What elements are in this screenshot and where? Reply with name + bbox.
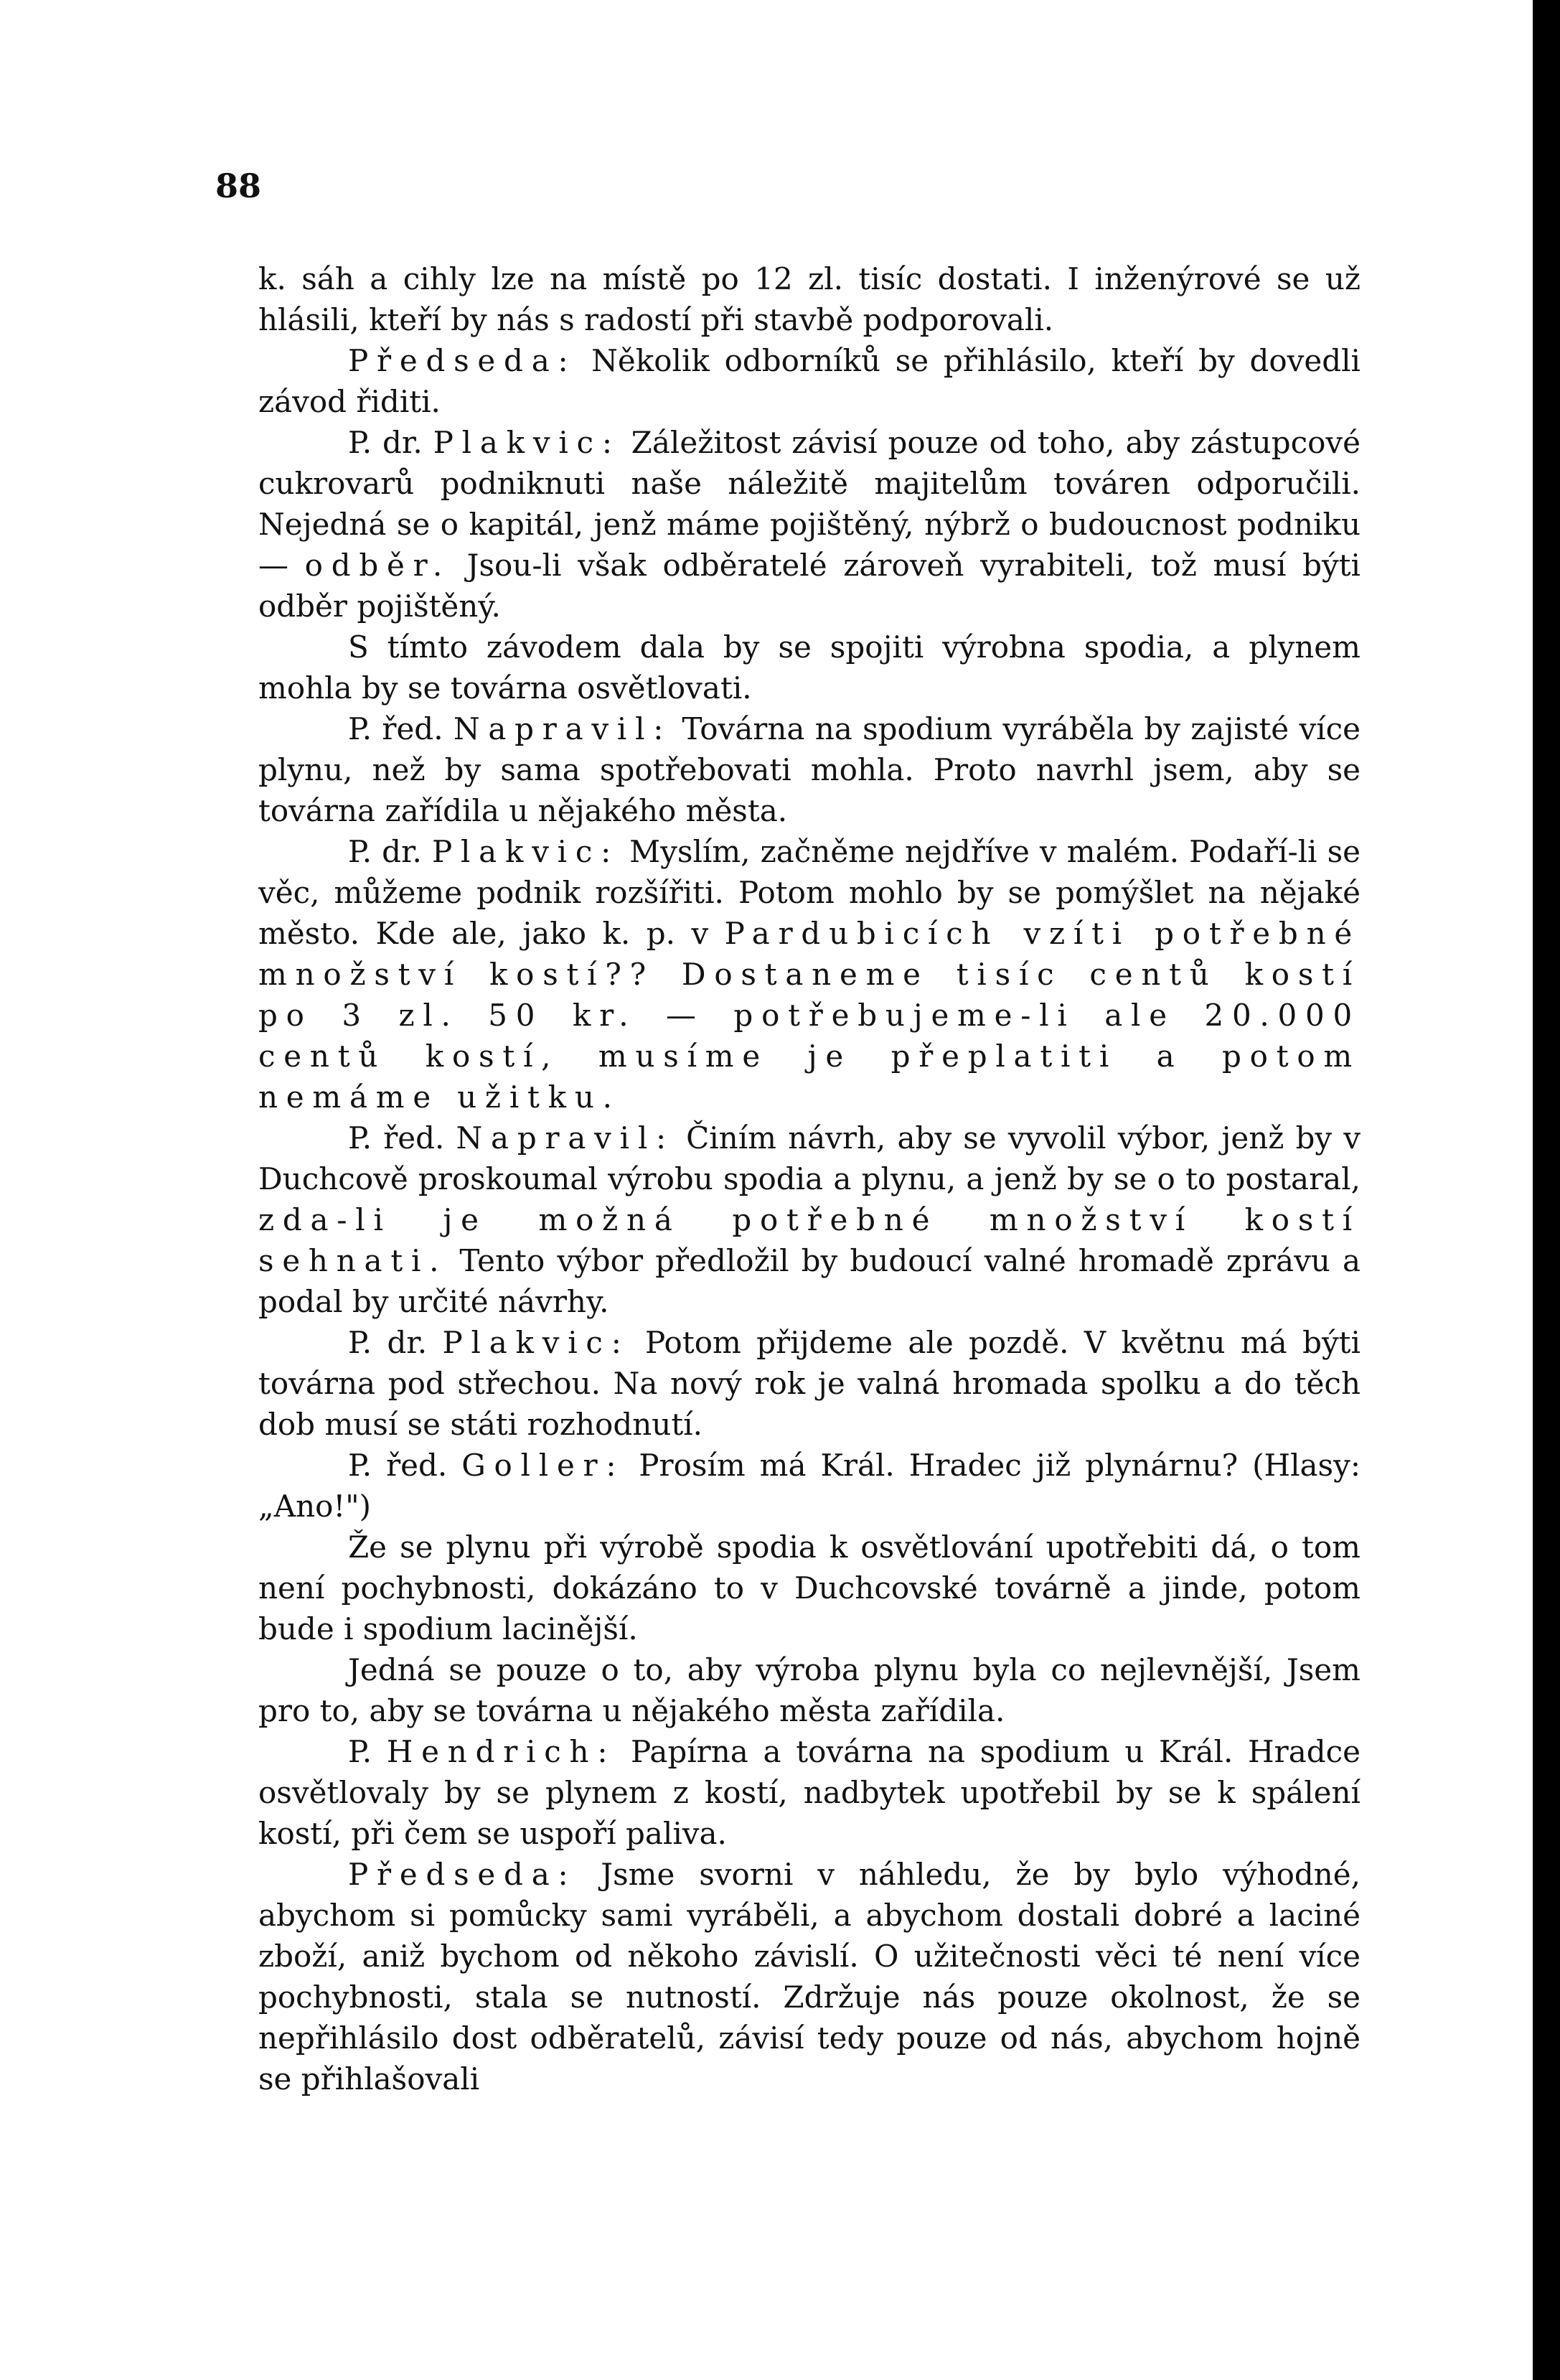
text-run: Jsme svorni v náhledu, že by bylo výhodné, abychom si pomůcky sami vyráběli, a abychom dostali dobré a laciné zboží, aniž bychom od někoho závislí. O užitečnosti věci té není více pochybnosti, stala se nutností. Zdržuje nás pouze okolnost, že se nepřihlásilo dost odběratelů, závisí tedy pouze od nás, abychom hojně se přihlašovali bbox=[258, 1857, 1361, 2096]
text-run: Několik odborníků se přihlásilo, kteří by dovedli závod řiditi. bbox=[258, 343, 1361, 419]
spaced-emphasis: Pardubicích vzíti potřebné množství kostí?? Dostaneme tisíc centů kostí po 3 zl. 50 kr. — potřebujeme-li ale 20.000 centů kostí, musíme je přeplatiti a potom nemáme užitku. bbox=[258, 916, 1361, 1115]
spaced-emphasis: odběr. bbox=[304, 548, 451, 583]
text-run: Myslím, začněme nejdříve v malém. Podaří-li se věc, můžeme podnik rozšířiti. Potom mohlo by se pomýšlet na nějaké město. Kde ale, jako k. p. v bbox=[258, 834, 1361, 951]
text-run: P. řed. bbox=[348, 1448, 462, 1483]
text-run: P. bbox=[348, 1734, 387, 1769]
paragraph bbox=[258, 422, 1361, 627]
paragraph bbox=[258, 258, 1361, 340]
page-number: 88 bbox=[215, 167, 262, 205]
paragraph bbox=[258, 1527, 1361, 1649]
body-text bbox=[258, 258, 1361, 2099]
spaced-emphasis: Hendrich: bbox=[386, 1734, 616, 1769]
scan-border bbox=[1533, 0, 1560, 2380]
spaced-emphasis: Napravil: bbox=[456, 1120, 675, 1156]
text-run: Záležitost závisí pouze od toho, aby zástupcové cukrovarů podniknuti naše náležitě majitelům továren odporučili. Nejedná se o kapitál, jenž máme pojištěný, nýbrž o budoucnost podniku — bbox=[258, 425, 1361, 583]
text-run: P. dr. bbox=[348, 425, 433, 460]
spaced-emphasis: Plakvic: bbox=[431, 834, 620, 869]
text-run: Tento výbor předložil by budoucí valné hromadě zprávu a podal by určité návrhy. bbox=[258, 1243, 1361, 1319]
spaced-emphasis: Předseda: bbox=[348, 343, 577, 378]
text-run: Že se plynu při výrobě spodia k osvětlování upotřebiti dá, o tom není pochybnosti, dokázáno to v Duchcovské továrně a jinde, potom bude i spodium lacinější. bbox=[258, 1529, 1361, 1646]
text-run: Jsou-li však odběratelé zároveň vyrabiteli, tož musí býti odběr pojištěný. bbox=[258, 548, 1361, 624]
text-run: P. řed. bbox=[348, 1120, 456, 1156]
paragraph bbox=[258, 340, 1361, 422]
paragraph bbox=[258, 1322, 1361, 1445]
text-run: Potom přijdeme ale pozdě. V květnu má býti továrna pod střechou. Na nový rok je valná hromada spolku a do těch dob musí se státi rozhodnutí. bbox=[258, 1325, 1361, 1442]
spaced-emphasis: Goller: bbox=[461, 1448, 625, 1483]
paragraph bbox=[258, 1649, 1361, 1731]
spaced-emphasis: Plakvic: bbox=[433, 425, 621, 460]
text-run: Prosím má Král. Hradec již plynárnu? (Hlasy: „Ano!") bbox=[258, 1448, 1361, 1524]
spaced-emphasis: zda-li je možná potřebné množství kostí sehnati. bbox=[258, 1202, 1361, 1278]
text-run: Činím návrh, aby se vyvolil výbor, jenž by v Duchcově proskoumal výrobu spodia a plynu, a jenž by se o to postaral, bbox=[258, 1120, 1361, 1196]
text-run: Papírna a továrna na spodium u Král. Hradce osvětlovaly by se plynem z kostí, nadbytek upotřebil by se k spálení kostí, při čem se uspoří paliva. bbox=[258, 1734, 1361, 1851]
paragraph bbox=[258, 627, 1361, 708]
spaced-emphasis: Napravil: bbox=[453, 711, 672, 746]
text-run: Jedná se pouze o to, aby výroba plynu byla co nejlevnější, Jsem pro to, aby se továrna u nějakého města zařídila. bbox=[258, 1652, 1361, 1728]
text-run: S tímto závodem dala by se spojiti výrobna spodia, a plynem mohla by se továrna osvětlovati. bbox=[258, 629, 1361, 706]
spaced-emphasis: Předseda: bbox=[348, 1857, 577, 1892]
paragraph bbox=[258, 1445, 1361, 1527]
text-run: Továrna na spodium vyráběla by zajisté více plynu, než by sama spotřebovati mohla. Proto navrhl jsem, aby se továrna zařídila u nějakého města. bbox=[258, 711, 1361, 828]
text-run: P. řed. bbox=[348, 711, 454, 746]
text-run: P. dr. bbox=[348, 834, 432, 869]
paragraph bbox=[258, 1118, 1361, 1322]
spaced-emphasis: Plakvic: bbox=[442, 1325, 630, 1360]
text-run: k. sáh a cihly lze na místě po 12 zl. tisíc dostati. I inženýrové se už hlásili, kteří by nás s radostí při stavbě podporovali. bbox=[258, 261, 1361, 337]
paragraph bbox=[258, 1731, 1361, 1854]
text-run: P. dr. bbox=[348, 1325, 443, 1360]
paragraph bbox=[258, 708, 1361, 831]
paragraph bbox=[258, 1854, 1361, 2099]
paragraph bbox=[258, 831, 1361, 1118]
